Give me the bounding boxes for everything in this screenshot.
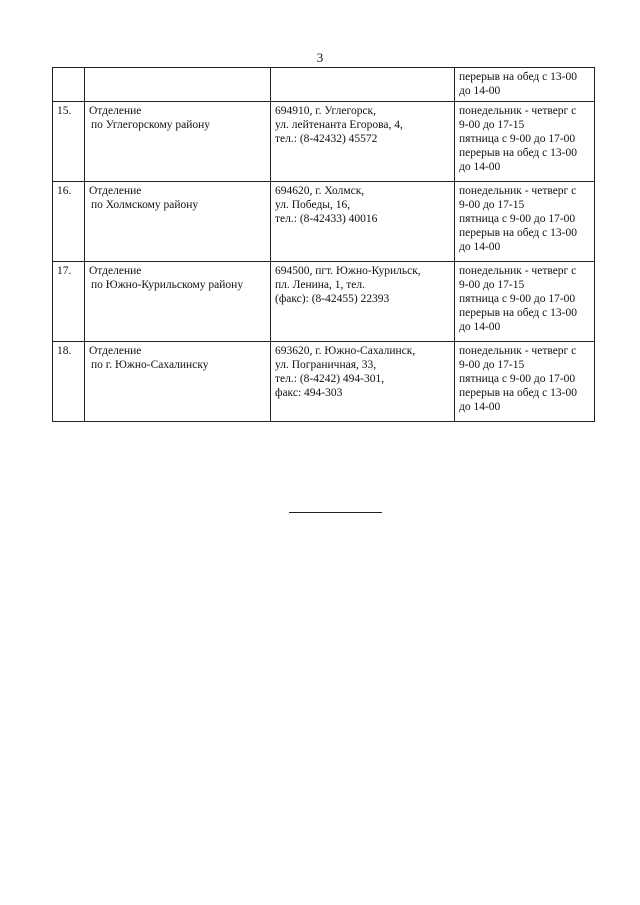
working-hours-line: перерыв на обед с 13-00 — [459, 387, 577, 399]
branch-address-line: тел.: (8-42433) 40016 — [275, 213, 378, 225]
working-hours-line: пятница с 9-00 до 17-00 — [459, 373, 576, 385]
branch-address-cell — [271, 182, 455, 262]
branch-address-line: 694620, г. Холмск, — [275, 185, 365, 197]
branches-table-body — [53, 68, 595, 422]
branch-address-line: тел.: (8-42432) 45572 — [275, 133, 378, 145]
working-hours-line: 9-00 до 17-15 — [459, 279, 525, 291]
working-hours-line: перерыв на обед с 13-00 — [459, 227, 577, 239]
row-number-cell: 15. — [53, 102, 85, 182]
working-hours-line: 9-00 до 17-15 — [459, 199, 525, 211]
working-hours-line: пятница с 9-00 до 17-00 — [459, 133, 576, 145]
working-hours-line: понедельник - четверг с — [459, 265, 577, 277]
branch-name-line: по Углегорскому району — [91, 119, 211, 131]
branch-name-line: Отделение — [89, 345, 142, 357]
branch-address-line: ул. Пограничная, 33, — [275, 359, 377, 371]
branch-address-cell — [271, 68, 455, 102]
working-hours-line: до 14-00 — [459, 161, 501, 173]
working-hours-line: понедельник - четверг с — [459, 345, 577, 357]
row-number-cell — [53, 68, 85, 102]
working-hours-line: понедельник - четверг с — [459, 105, 577, 117]
working-hours-line: пятница с 9-00 до 17-00 — [459, 293, 576, 305]
branch-name-cell — [85, 182, 271, 262]
branch-address-line: 694500, пгт. Южно-Курильск, — [275, 265, 421, 277]
branch-name-line: по Южно-Курильскому району — [91, 279, 244, 291]
branches-table — [52, 67, 595, 422]
row-number-cell: 17. — [53, 262, 85, 342]
branch-address-line: ул. Победы, 16, — [275, 199, 351, 211]
branch-name-cell — [85, 102, 271, 182]
table-row — [53, 68, 595, 102]
branch-address-cell — [271, 342, 455, 422]
branch-name-cell — [85, 342, 271, 422]
branch-name-cell — [85, 68, 271, 102]
table-row — [53, 262, 595, 342]
branch-name-line: Отделение — [89, 185, 142, 197]
branch-name-line: Отделение — [89, 105, 142, 117]
working-hours-cell — [455, 102, 595, 182]
branch-address-line: ул. лейтенанта Егорова, 4, — [275, 119, 403, 131]
page-number: 3 — [316, 50, 324, 65]
working-hours-line: 9-00 до 17-15 — [459, 119, 525, 131]
working-hours-cell — [455, 182, 595, 262]
working-hours-line: до 14-00 — [459, 85, 501, 97]
branch-address-line: 693620, г. Южно-Сахалинск, — [275, 345, 416, 357]
working-hours-line: до 14-00 — [459, 321, 501, 333]
working-hours-cell — [455, 262, 595, 342]
branch-address-line: 694910, г. Углегорск, — [275, 105, 377, 117]
branch-address-cell — [271, 102, 455, 182]
working-hours-line: до 14-00 — [459, 241, 501, 253]
branch-name-line: Отделение — [89, 265, 142, 277]
branch-address-line: тел.: (8-4242) 494-301, — [275, 373, 385, 385]
working-hours-cell — [455, 68, 595, 102]
working-hours-line: перерыв на обед с 13-00 — [459, 147, 577, 159]
row-number-cell: 18. — [53, 342, 85, 422]
working-hours-cell — [455, 342, 595, 422]
table-row — [53, 342, 595, 422]
working-hours-line: пятница с 9-00 до 17-00 — [459, 213, 576, 225]
branch-address-line: (факс): (8-42455) 22393 — [275, 293, 390, 305]
end-of-document-rule — [289, 512, 382, 513]
branch-name-line: по г. Южно-Сахалинску — [91, 359, 209, 371]
working-hours-line: 9-00 до 17-15 — [459, 359, 525, 371]
working-hours-line: перерыв на обед с 13-00 — [459, 71, 577, 83]
branch-name-line: по Холмскому району — [91, 199, 199, 211]
working-hours-line: перерыв на обед с 13-00 — [459, 307, 577, 319]
table-row — [53, 182, 595, 262]
branch-address-cell — [271, 262, 455, 342]
working-hours-line: понедельник - четверг с — [459, 185, 577, 197]
working-hours-line: до 14-00 — [459, 401, 501, 413]
branch-address-line: факс: 494-303 — [275, 387, 343, 399]
branch-name-cell — [85, 262, 271, 342]
table-row — [53, 102, 595, 182]
branch-address-line: пл. Ленина, 1, тел. — [275, 279, 366, 291]
row-number-cell: 16. — [53, 182, 85, 262]
